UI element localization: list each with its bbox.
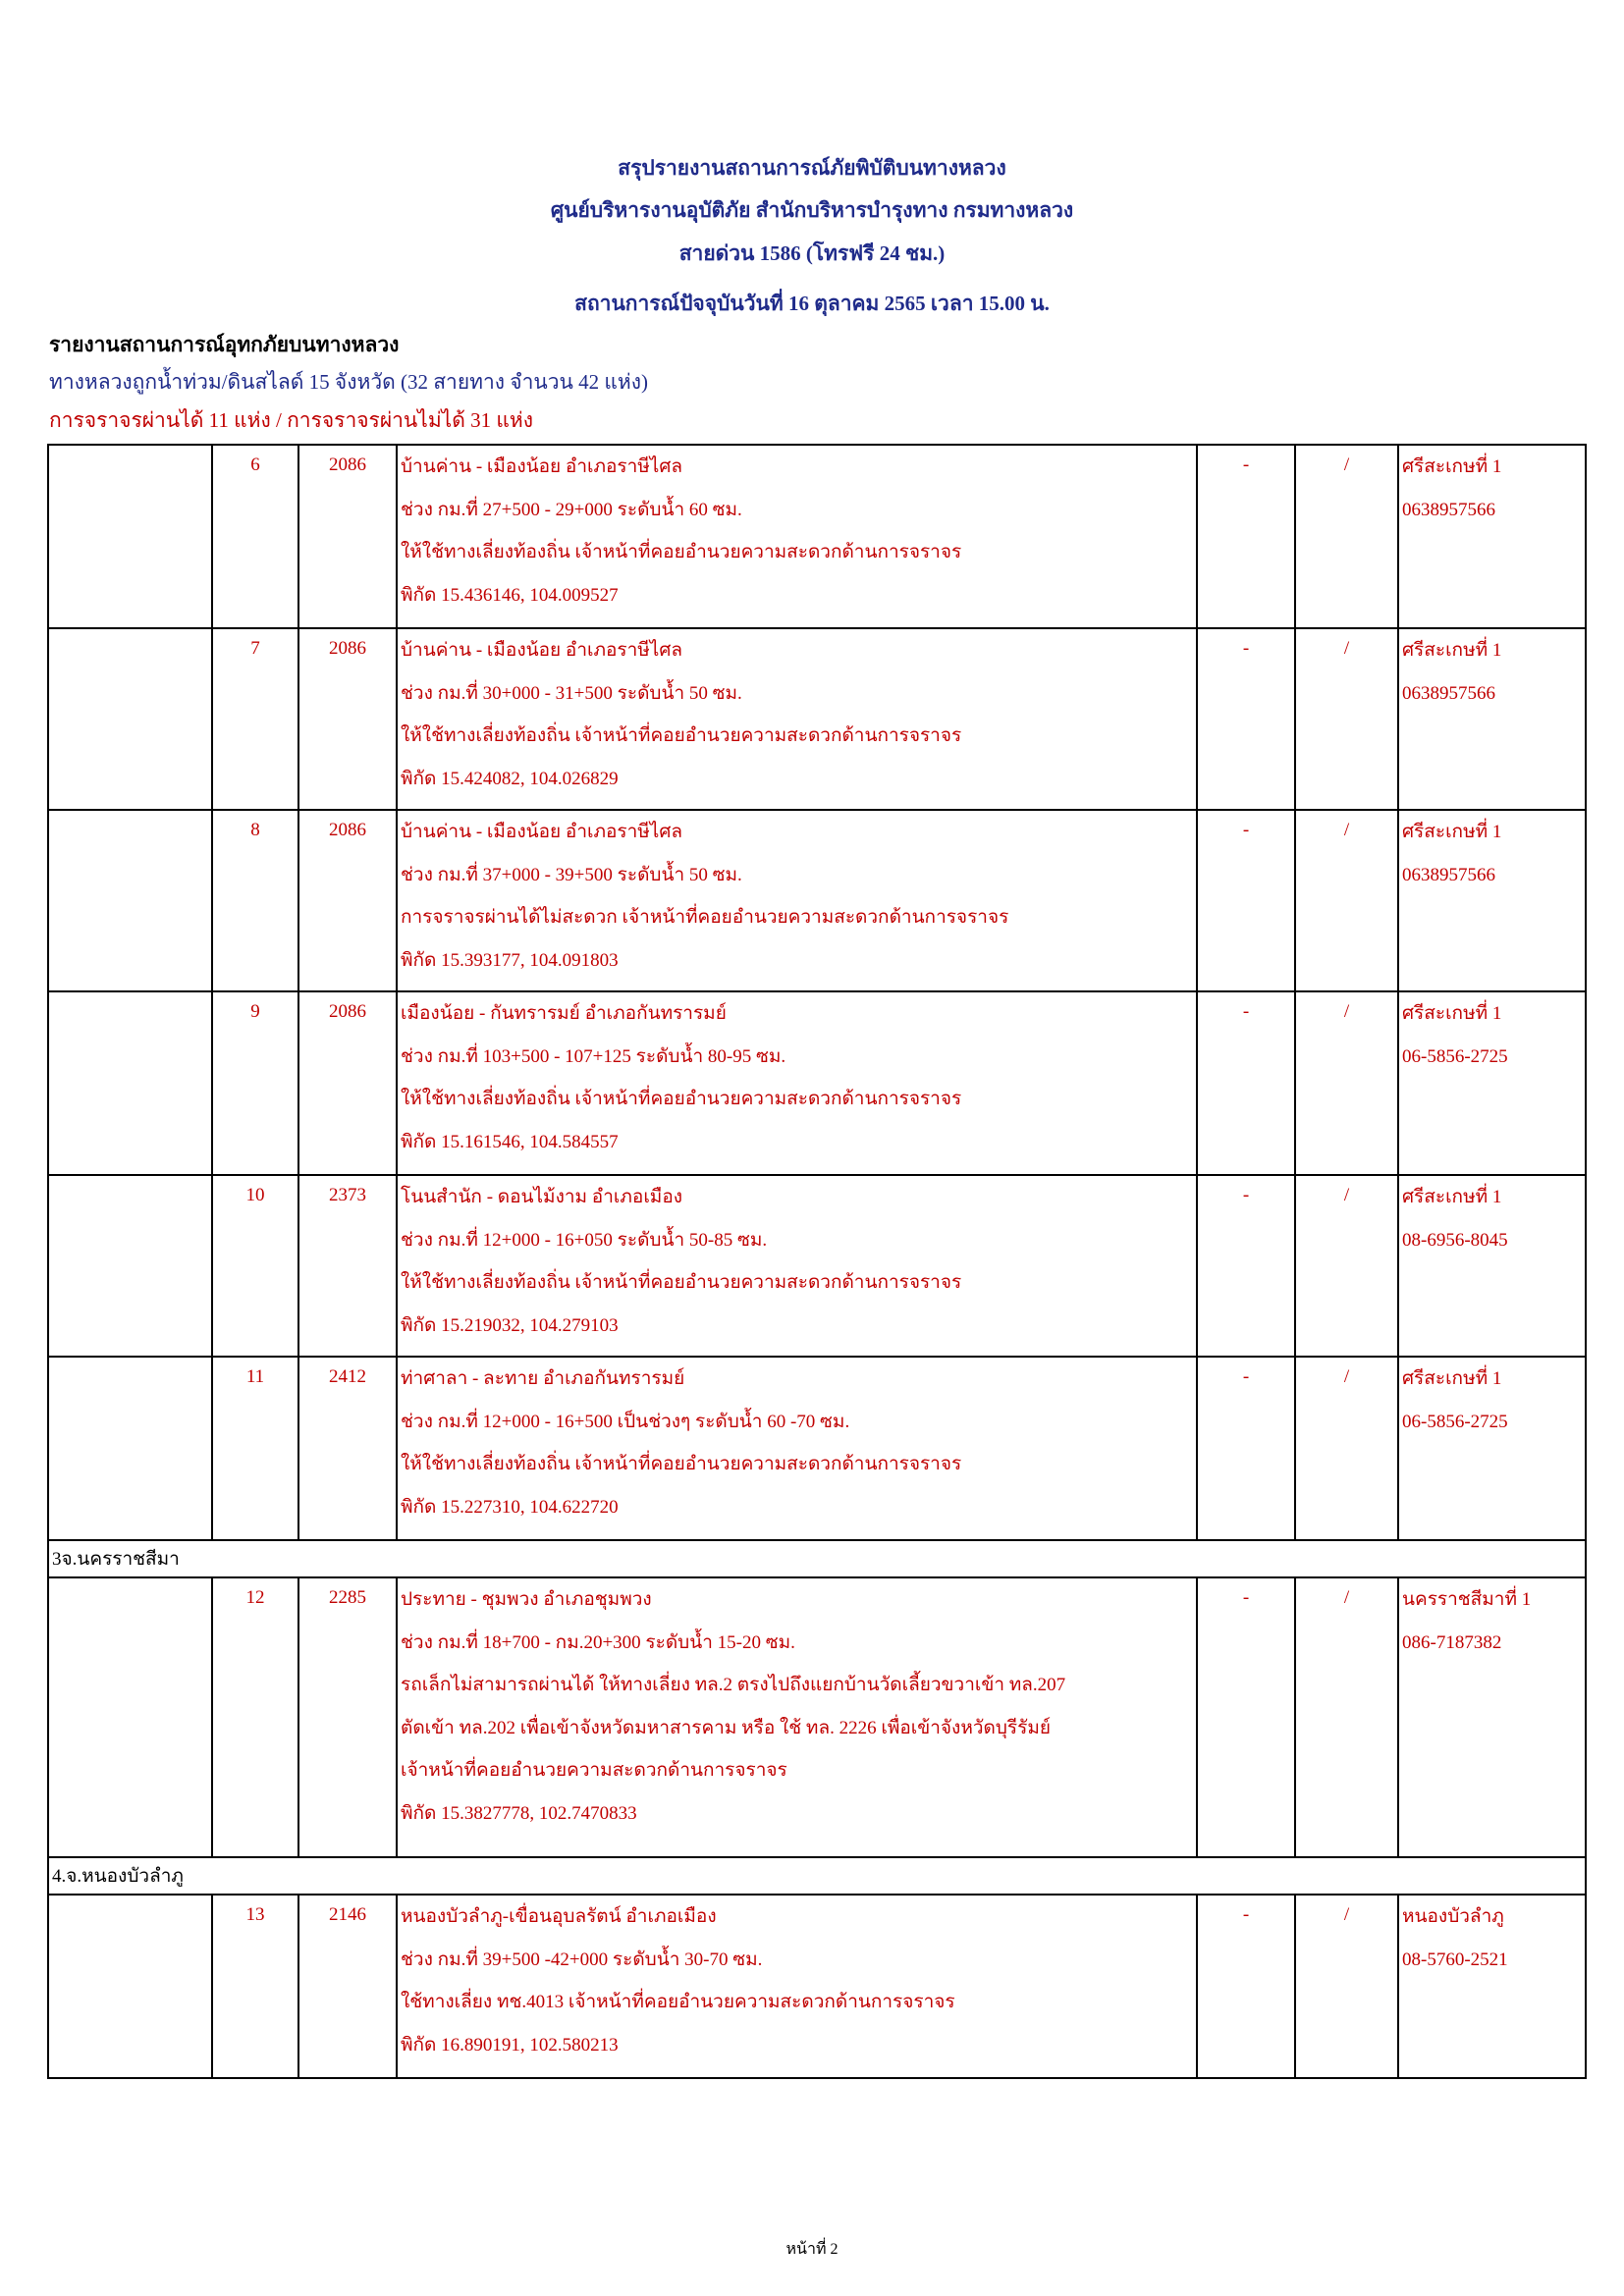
phone-number: 06-5856-2725	[1402, 1411, 1508, 1432]
impassable-status: /	[1295, 991, 1398, 1175]
item-number: 8	[212, 810, 298, 991]
location-details	[397, 445, 1197, 628]
phone-number: 08-6956-8045	[1402, 1229, 1508, 1251]
detail-line: พิกัด 15.393177, 104.091803	[401, 949, 619, 971]
route-number: 2285	[298, 1577, 397, 1857]
detail-line: ใช้ทางเลี่ยง ทช.4013 เจ้าหน้าที่คอยอำนวยความสะดวกด้านการจราจร	[401, 1992, 955, 2012]
impassable-status: /	[1295, 445, 1398, 628]
detail-line: ช่วง กม.ที่ 12+000 - 16+050 ระดับน้ำ 50-85 ซม.	[401, 1229, 768, 1251]
passable-status: -	[1197, 445, 1295, 628]
item-number: 11	[212, 1357, 298, 1540]
detail-line: ช่วง กม.ที่ 37+000 - 39+500 ระดับน้ำ 50 ซม.	[401, 864, 742, 885]
item-number: 9	[212, 991, 298, 1175]
province-cell	[48, 1357, 212, 1540]
detail-line: ให้ใช้ทางเลี่ยงท้องถิ่น เจ้าหน้าที่คอยอำนวยความสะดวกด้านการจราจร	[401, 1089, 962, 1109]
province-cell	[48, 991, 212, 1175]
impassable-status: /	[1295, 1175, 1398, 1357]
province-cell	[48, 1895, 212, 2078]
detail-line: พิกัด 15.219032, 104.279103	[401, 1314, 619, 1336]
province-cell	[48, 810, 212, 991]
contact-cell	[1398, 1357, 1586, 1540]
office-name: ศรีสะเกษที่ 1	[1402, 456, 1502, 477]
location-details	[397, 991, 1197, 1175]
detail-line: พิกัด 15.161546, 104.584557	[401, 1131, 619, 1152]
impassable-status: /	[1295, 1895, 1398, 2078]
province-cell	[48, 628, 212, 810]
detail-line: พิกัด 15.436146, 104.009527	[401, 584, 619, 606]
phone-number: 0638957566	[1402, 499, 1495, 520]
impassable-status: /	[1295, 1577, 1398, 1857]
detail-line: ให้ใช้ทางเลี่ยงท้องถิ่น เจ้าหน้าที่คอยอำนวยความสะดวกด้านการจราจร	[401, 725, 962, 746]
item-number: 12	[212, 1577, 298, 1857]
report-datetime: สถานการณ์ปัจจุบันวันที่ 16 ตุลาคม 2565 เวลา 15.00 น.	[574, 292, 1050, 315]
office-name: ศรีสะเกษที่ 1	[1402, 822, 1502, 842]
detail-line: โนนสำนัก - ดอนไม้งาม อำเภอเมือง	[401, 1187, 683, 1207]
table-row	[48, 1357, 1586, 1540]
contact-cell	[1398, 991, 1586, 1175]
detail-line: บ้านค่าน - เมืองน้อย อำเภอราษีไศล	[401, 640, 683, 661]
location-details	[397, 1175, 1197, 1357]
passable-status: -	[1197, 628, 1295, 810]
detail-line: ช่วง กม.ที่ 18+700 - กม.20+300 ระดับน้ำ 15-20 ซม.	[401, 1631, 795, 1653]
office-name: ศรีสะเกษที่ 1	[1402, 1368, 1502, 1389]
office-name: หนองบัวลำภู	[1402, 1906, 1504, 1927]
province-cell	[48, 1175, 212, 1357]
detail-line: ตัดเข้า ทล.202 เพื่อเข้าจังหวัดมหาสารคาม หรือ ใช้ ทล. 2226 เพื่อเข้าจังหวัดบุรีรัมย์	[401, 1717, 1051, 1738]
item-number: 6	[212, 445, 298, 628]
table-row	[48, 628, 1586, 810]
impassable-status: /	[1295, 810, 1398, 991]
detail-line: บ้านค่าน - เมืองน้อย อำเภอราษีไศล	[401, 822, 683, 842]
route-number: 2086	[298, 445, 397, 628]
detail-line: ให้ใช้ทางเลี่ยงท้องถิ่น เจ้าหน้าที่คอยอำนวยความสะดวกด้านการจราจร	[401, 542, 962, 562]
province-cell	[48, 1577, 212, 1857]
contact-cell	[1398, 1175, 1586, 1357]
report-label: รายงานสถานการณ์อุทกภัยบนทางหลวง	[49, 333, 400, 356]
contact-cell	[1398, 810, 1586, 991]
detail-line: ให้ใช้ทางเลี่ยงท้องถิ่น เจ้าหน้าที่คอยอำนวยความสะดวกด้านการจราจร	[401, 1272, 962, 1293]
location-details	[397, 628, 1197, 810]
detail-line: เจ้าหน้าที่คอยอำนวยความสะดวกด้านการจราจร	[401, 1760, 787, 1781]
passable-status: -	[1197, 1175, 1295, 1357]
impassable-status: /	[1295, 628, 1398, 810]
detail-line: หนองบัวลำภู-เขื่อนอุบลรัตน์ อำเภอเมือง	[401, 1906, 717, 1927]
passable-status: -	[1197, 810, 1295, 991]
table-row	[48, 991, 1586, 1175]
detail-line: ประทาย - ชุมพวง อำเภอชุมพวง	[401, 1589, 652, 1610]
detail-line: เมืองน้อย - กันทรารมย์ อำเภอกันทรารมย์	[401, 1003, 727, 1024]
location-details	[397, 1577, 1197, 1857]
passable-status: -	[1197, 991, 1295, 1175]
route-number: 2373	[298, 1175, 397, 1357]
phone-number: 086-7187382	[1402, 1631, 1502, 1653]
location-details	[397, 1357, 1197, 1540]
route-number: 2086	[298, 991, 397, 1175]
contact-cell	[1398, 1895, 1586, 2078]
contact-cell	[1398, 628, 1586, 810]
route-number: 2146	[298, 1895, 397, 2078]
phone-number: 06-5856-2725	[1402, 1045, 1508, 1067]
detail-line: ให้ใช้ทางเลี่ยงท้องถิ่น เจ้าหน้าที่คอยอำนวยความสะดวกด้านการจราจร	[401, 1454, 962, 1474]
province-name: 4.จ.หนองบัวลำภู	[48, 1857, 1586, 1895]
summary-flood: ทางหลวงถูกน้ำท่วม/ดินสไลด์ 15 จังหวัด (32 สายทาง จำนวน 42 แห่ง)	[49, 370, 649, 394]
item-number: 10	[212, 1175, 298, 1357]
table-row	[48, 810, 1586, 991]
detail-line: ช่วง กม.ที่ 103+500 - 107+125 ระดับน้ำ 80-95 ซม.	[401, 1045, 786, 1067]
phone-number: 0638957566	[1402, 682, 1495, 704]
office-name: นครราชสีมาที่ 1	[1402, 1589, 1532, 1610]
detail-line: รถเล็กไม่สามารถผ่านได้ ให้ทางเลี่ยง ทล.2 ตรงไปถึงแยกบ้านวัดเลี้ยวขวาเข้า ทล.207	[401, 1675, 1066, 1695]
detail-line: ช่วง กม.ที่ 12+000 - 16+500 เป็นช่วงๆ ระดับน้ำ 60 -70 ซม.	[401, 1411, 850, 1432]
page-number: หน้าที่ 2	[785, 2241, 839, 2258]
province-name: 3จ.นครราชสีมา	[48, 1540, 1586, 1577]
item-number: 7	[212, 628, 298, 810]
item-number: 13	[212, 1895, 298, 2078]
detail-line: ช่วง กม.ที่ 30+000 - 31+500 ระดับน้ำ 50 ซม.	[401, 682, 742, 704]
province-row	[48, 1857, 1586, 1895]
report-title: สรุปรายงานสถานการณ์ภัยพิบัติบนทางหลวง	[618, 156, 1006, 180]
detail-line: พิกัด 15.424082, 104.026829	[401, 768, 619, 789]
contact-cell	[1398, 1577, 1586, 1857]
passable-status: -	[1197, 1895, 1295, 2078]
detail-line: บ้านค่าน - เมืองน้อย อำเภอราษีไศล	[401, 456, 683, 477]
office-name: ศรีสะเกษที่ 1	[1402, 640, 1502, 661]
province-cell	[48, 445, 212, 628]
route-number: 2086	[298, 810, 397, 991]
route-number: 2412	[298, 1357, 397, 1540]
detail-line: ช่วง กม.ที่ 27+500 - 29+000 ระดับน้ำ 60 ซม.	[401, 499, 742, 520]
detail-line: ช่วง กม.ที่ 39+500 -42+000 ระดับน้ำ 30-70 ซม.	[401, 1949, 763, 1970]
summary-traffic: การจราจรผ่านได้ 11 แห่ง / การจราจรผ่านไม่ได้ 31 แห่ง	[49, 408, 534, 432]
table-row	[48, 445, 1586, 628]
detail-line: ท่าศาลา - ละทาย อำเภอกันทรารมย์	[401, 1368, 685, 1389]
passable-status: -	[1197, 1357, 1295, 1540]
location-details	[397, 1895, 1197, 2078]
contact-cell	[1398, 445, 1586, 628]
road-status-table	[47, 444, 1587, 2079]
impassable-status: /	[1295, 1357, 1398, 1540]
office-name: ศรีสะเกษที่ 1	[1402, 1003, 1502, 1024]
detail-line: พิกัด 15.3827778, 102.7470833	[401, 1802, 637, 1824]
table-row	[48, 1577, 1586, 1857]
province-row	[48, 1540, 1586, 1577]
location-details	[397, 810, 1197, 991]
hotline: สายด่วน 1586 (โทรฟรี 24 ชม.)	[678, 241, 946, 265]
detail-line: พิกัด 16.890191, 102.580213	[401, 2034, 619, 2056]
table-row	[48, 1895, 1586, 2078]
route-number: 2086	[298, 628, 397, 810]
table-row	[48, 1175, 1586, 1357]
passable-status: -	[1197, 1577, 1295, 1857]
office-name: ศรีสะเกษที่ 1	[1402, 1187, 1502, 1207]
detail-line: พิกัด 15.227310, 104.622720	[401, 1496, 619, 1518]
detail-line: การจราจรผ่านได้ไม่สะดวก เจ้าหน้าที่คอยอำนวยความสะดวกด้านการจราจร	[401, 907, 1009, 928]
report-subtitle: ศูนย์บริหารงานอุบัติภัย สำนักบริหารบำรุงทาง กรมทางหลวง	[550, 198, 1074, 222]
phone-number: 0638957566	[1402, 864, 1495, 885]
phone-number: 08-5760-2521	[1402, 1949, 1508, 1970]
